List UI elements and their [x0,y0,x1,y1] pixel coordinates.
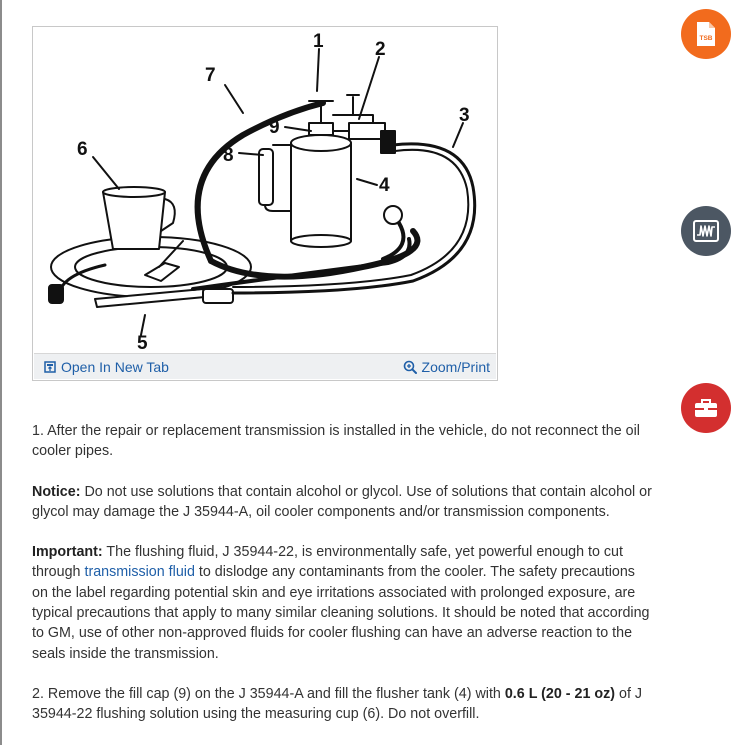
open-in-new-tab-link[interactable] [44,359,169,375]
step-1-text: 1. After the repair or replacement transmission is installed in the vehicle, do not reconnect the oil cooler pipes. [32,423,640,460]
important-text-post: to dislodge any contaminants from the cooler. The safety precautions on the label regarding potential skin and eye irritations associated with prolonged exposure, are typical precautions that apply to many similar cleaning solutions. It should be noted that according to GM, use of other non-approved fluids for cooler flushing can have an adverse reaction to the seals inside the transmission. [32,564,650,662]
figure-toolbar [34,353,496,379]
zoom-icon [403,360,417,374]
waveform-button[interactable] [681,206,731,256]
callout-1: 1 [313,31,324,52]
callout-8: 8 [223,145,234,166]
callout-9: 9 [269,117,280,138]
step-1 [32,421,652,462]
left-page-rule [0,0,2,745]
zoom-print-label: Zoom/Print [421,358,490,375]
open-tab-icon [44,361,56,373]
step-2-text-post: of J 35944-22 flushing solution using the measuring cup (6). Do not overfill. [32,685,643,723]
notice-paragraph [32,482,652,523]
transmission-fluid-link[interactable]: transmission fluid [84,564,195,581]
open-in-new-tab-label: Open In New Tab [61,358,169,375]
callout-6: 6 [77,139,88,160]
callout-7: 7 [205,65,216,86]
toolbox-icon [694,398,718,418]
tsb-document-icon [695,21,717,47]
waveform-icon [693,220,719,242]
diagram-figure [32,26,498,381]
callout-5: 5 [137,333,148,353]
step-2-text-pre: 2. Remove the fill cap (9) on the J 35944-A and fill the flusher tank (4) with [32,685,505,702]
tsb-button[interactable] [681,9,731,59]
procedure-content [32,421,652,745]
important-label: Important: [32,544,103,561]
notice-label: Notice: [32,483,81,500]
toolbox-button[interactable] [681,383,731,433]
notice-body: Do not use solutions that contain alcohol or glycol. Use of solutions that contain alcohol or glycol may damage the J 35944-A, oil cooler components and/or transmission components. [32,483,652,520]
zoom-print-link[interactable] [403,359,490,375]
step-2-quantity: 0.6 L (20 - 21 oz) [504,685,616,702]
important-text-pre: The flushing fluid, J 35944-22, is environmentally safe, yet powerful enough to cut through [32,544,623,581]
callout-4: 4 [379,175,390,196]
flusher-tool-diagram [33,27,497,353]
callout-3: 3 [459,105,470,126]
important-paragraph [32,542,652,664]
callout-2: 2 [375,39,386,60]
step-2 [32,684,652,725]
tsb-icon-text: TSB [699,35,713,42]
